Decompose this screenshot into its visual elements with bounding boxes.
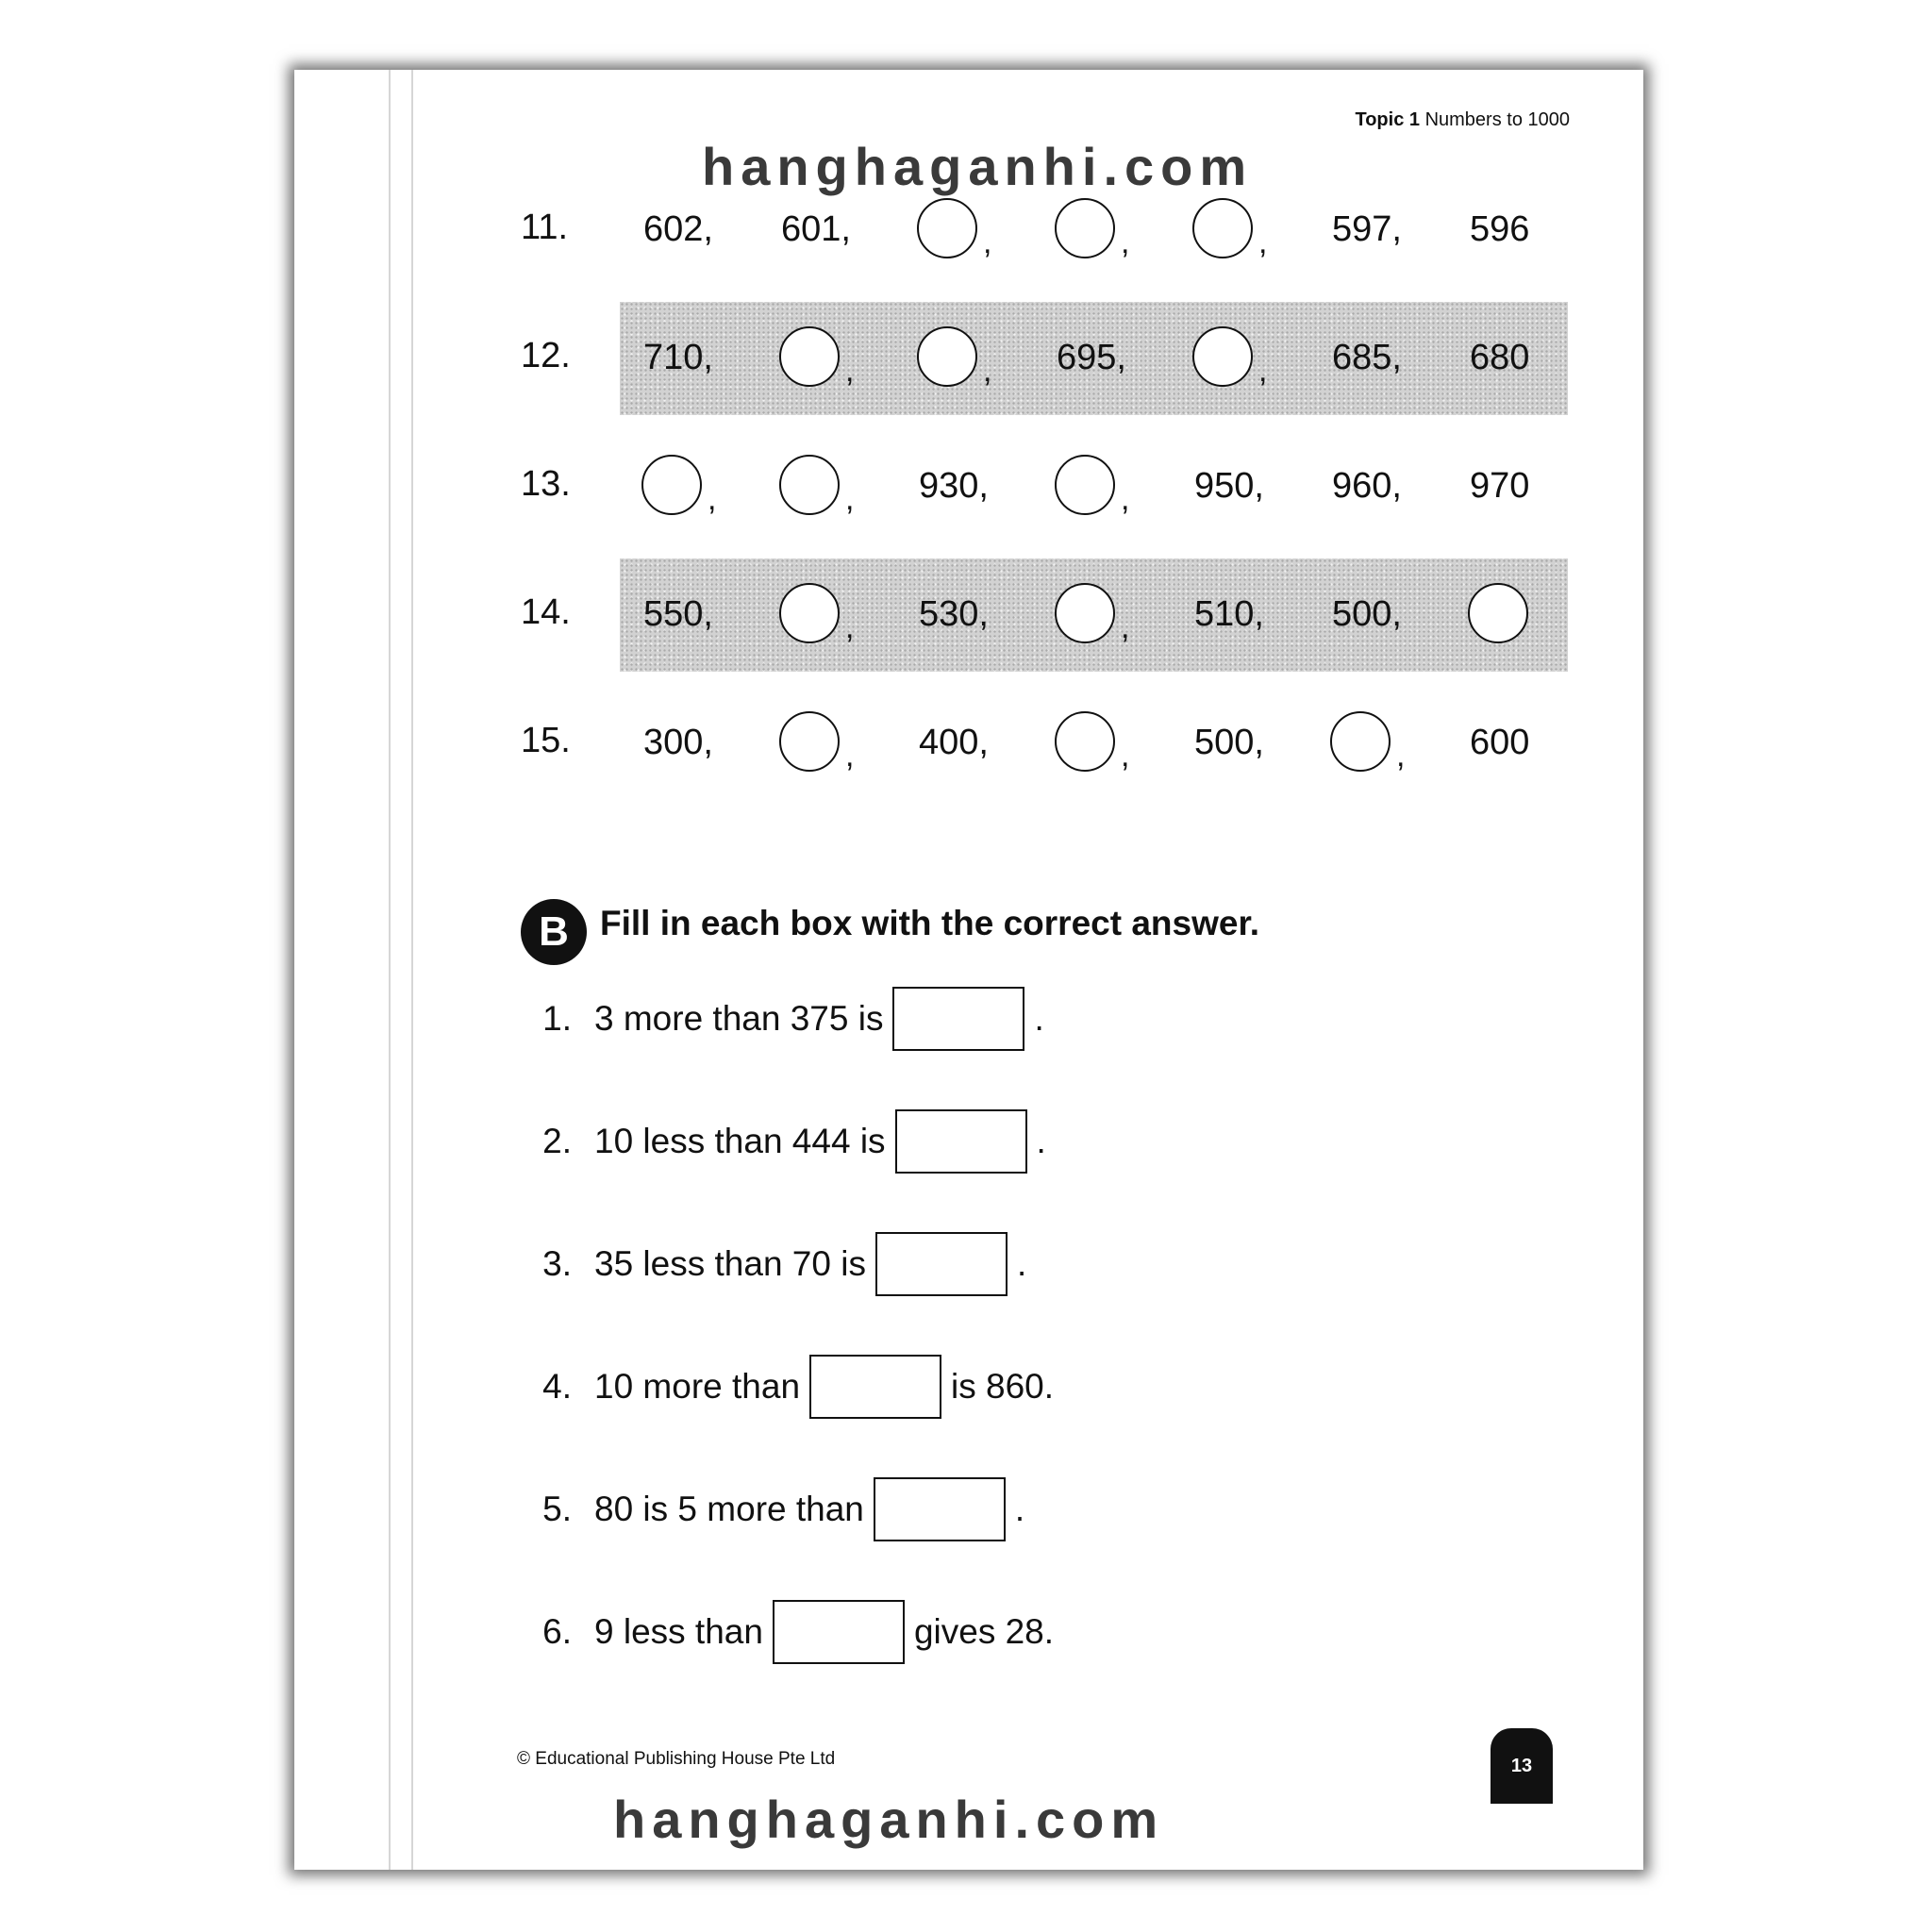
sequence-number: 596 xyxy=(1470,209,1530,249)
circle-blank[interactable] xyxy=(641,455,702,515)
comma: , xyxy=(845,481,855,517)
item-number: 4. xyxy=(542,1367,572,1406)
circle-blank[interactable] xyxy=(1055,711,1115,772)
item-number: 3. xyxy=(542,1244,572,1283)
comma: , xyxy=(1121,609,1130,645)
sequence-row xyxy=(294,558,1643,672)
circle-blank[interactable] xyxy=(1192,326,1253,387)
comma: , xyxy=(1121,481,1130,517)
item-number: 2. xyxy=(542,1122,572,1160)
sequence-row xyxy=(294,687,1643,800)
fill-in-item xyxy=(515,1108,1046,1175)
item-text-after: gives 28. xyxy=(913,1612,1055,1651)
sequence-number: 602, xyxy=(643,209,713,249)
sequence-number: 500, xyxy=(1194,723,1264,762)
answer-circle[interactable] xyxy=(1330,711,1406,775)
item-text-before: 35 less than 70 is xyxy=(594,1244,866,1283)
workbook-page xyxy=(294,70,1643,1870)
item-number: 5. xyxy=(542,1490,572,1528)
comma: , xyxy=(1121,738,1130,774)
sequence-number: 710, xyxy=(643,338,713,377)
answer-circle[interactable] xyxy=(641,455,717,519)
answer-circle[interactable] xyxy=(1055,711,1130,775)
sequence-number: 950, xyxy=(1194,466,1264,506)
item-text-before: 10 less than 444 is xyxy=(594,1122,886,1160)
circle-blank[interactable] xyxy=(1055,455,1115,515)
item-number: 6. xyxy=(542,1612,572,1651)
fill-in-item xyxy=(515,1475,1024,1543)
sequence-row xyxy=(294,430,1643,543)
circle-blank[interactable] xyxy=(1055,198,1115,258)
item-text-before: 10 more than xyxy=(594,1367,801,1406)
comma: , xyxy=(983,353,992,389)
answer-box[interactable] xyxy=(875,1232,1008,1296)
sequence xyxy=(643,174,1568,287)
sequence xyxy=(643,302,1568,415)
circle-blank[interactable] xyxy=(779,583,840,643)
circle-blank[interactable] xyxy=(1192,198,1253,258)
sequence-number: 960, xyxy=(1332,466,1402,506)
circle-blank[interactable] xyxy=(1055,583,1115,643)
topic-subtitle: Numbers to 1000 xyxy=(1424,109,1570,130)
answer-box[interactable] xyxy=(773,1600,905,1664)
answer-box[interactable] xyxy=(874,1477,1006,1541)
comma: , xyxy=(845,353,855,389)
sequence-number: 510, xyxy=(1194,594,1264,634)
answer-box[interactable] xyxy=(895,1109,1027,1174)
item-text-after: . xyxy=(1016,1244,1027,1283)
answer-circle[interactable] xyxy=(1192,198,1268,262)
answer-circle[interactable] xyxy=(1192,326,1268,391)
answer-box[interactable] xyxy=(809,1355,941,1419)
circle-blank[interactable] xyxy=(917,326,977,387)
page-number-tab: 13 xyxy=(1491,1728,1553,1804)
question-number: 12. xyxy=(521,336,571,375)
answer-circle[interactable] xyxy=(1055,198,1130,262)
answer-circle[interactable] xyxy=(779,711,855,775)
sequence-number: 550, xyxy=(643,594,713,634)
question-number: 14. xyxy=(521,592,571,632)
sequence-number: 930, xyxy=(919,466,989,506)
item-text-before: 3 more than 375 is xyxy=(594,999,884,1038)
page-header xyxy=(1355,109,1570,131)
answer-circle[interactable] xyxy=(1055,583,1130,647)
answer-circle[interactable] xyxy=(1055,455,1130,519)
circle-blank[interactable] xyxy=(779,455,840,515)
question-number: 13. xyxy=(521,464,571,504)
item-text-before: 80 is 5 more than xyxy=(594,1490,864,1528)
topic-label: Topic 1 xyxy=(1355,109,1421,130)
sequence-number: 400, xyxy=(919,723,989,762)
item-text-after: . xyxy=(1034,999,1044,1038)
answer-circle[interactable] xyxy=(779,326,855,391)
item-text-after: is 860. xyxy=(951,1367,1055,1406)
item-number: 1. xyxy=(542,999,572,1038)
answer-box[interactable] xyxy=(892,987,1024,1051)
comma: , xyxy=(1121,225,1130,260)
sequence-number: 685, xyxy=(1332,338,1402,377)
sequence-number: 601, xyxy=(781,209,851,249)
sequence xyxy=(643,687,1568,800)
fill-in-item xyxy=(515,1230,1026,1298)
fill-in-item xyxy=(515,1598,1054,1666)
circle-blank[interactable] xyxy=(917,198,977,258)
sequence xyxy=(643,430,1568,543)
question-number: 11. xyxy=(521,208,569,247)
sequence-number: 680 xyxy=(1470,338,1530,377)
sequence-row xyxy=(294,174,1643,287)
fill-in-item xyxy=(515,1353,1054,1421)
comma: , xyxy=(1396,738,1406,774)
copyright-footer: © Educational Publishing House Pte Ltd xyxy=(517,1749,836,1769)
comma: , xyxy=(708,481,717,517)
comma: , xyxy=(983,225,992,260)
fill-in-item xyxy=(515,985,1044,1053)
answer-circle[interactable] xyxy=(917,326,992,391)
sequence-number: 600 xyxy=(1470,723,1530,762)
circle-blank[interactable] xyxy=(779,326,840,387)
comma: , xyxy=(845,609,855,645)
item-text-after: . xyxy=(1036,1122,1046,1160)
comma: , xyxy=(1258,353,1268,389)
sequence-row xyxy=(294,302,1643,415)
item-text-before: 9 less than xyxy=(594,1612,763,1651)
sequence-number: 530, xyxy=(919,594,989,634)
section-badge: B xyxy=(521,899,587,965)
comma: , xyxy=(1258,225,1268,260)
sequence-number: 695, xyxy=(1057,338,1126,377)
sequence-number: 970 xyxy=(1470,466,1530,506)
answer-circle[interactable] xyxy=(779,455,855,519)
sequence-number: 300, xyxy=(643,723,713,762)
watermark-bottom: hanghaganhi.com xyxy=(613,1790,1165,1849)
sequence-number: 500, xyxy=(1332,594,1402,634)
sequence xyxy=(643,558,1568,672)
circle-blank[interactable] xyxy=(779,711,840,772)
watermark-top: hanghaganhi.com xyxy=(702,137,1254,196)
item-text-after: . xyxy=(1014,1490,1025,1528)
answer-circle[interactable] xyxy=(917,198,992,262)
circle-blank[interactable] xyxy=(1468,583,1528,643)
answer-circle[interactable] xyxy=(779,583,855,647)
question-number: 15. xyxy=(521,721,571,760)
circle-blank[interactable] xyxy=(1330,711,1391,772)
section-title: Fill in each box with the correct answer. xyxy=(600,904,1260,942)
answer-circle[interactable] xyxy=(1468,583,1532,647)
sequence-number: 597, xyxy=(1332,209,1402,249)
comma: , xyxy=(845,738,855,774)
